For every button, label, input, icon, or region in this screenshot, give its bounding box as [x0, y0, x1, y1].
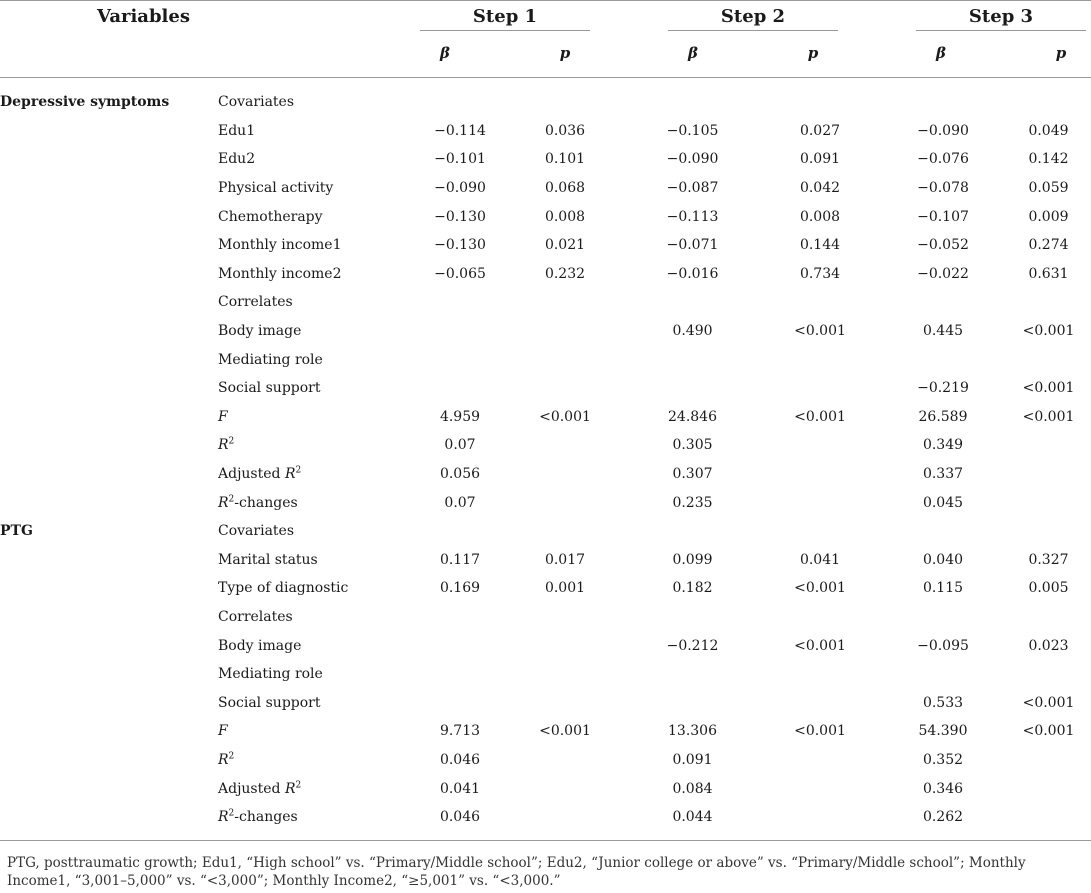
cell-step2-beta — [625, 660, 760, 689]
cell-step1-p — [505, 603, 625, 632]
table-row — [0, 231, 1091, 260]
cell-step2-p — [760, 460, 880, 489]
table-row — [0, 803, 1091, 832]
cell-step3-p — [1006, 803, 1091, 832]
row-group-label — [0, 746, 218, 775]
header-bottom-rule — [0, 77, 1091, 78]
cell-step2-beta — [625, 288, 760, 317]
row-label: Social support — [218, 380, 321, 397]
cell-step2-p — [760, 803, 880, 832]
cell-step3-beta: 0.346 — [922, 780, 964, 797]
header-step-3: Step 3 — [968, 6, 1034, 27]
cell-step1-p — [505, 660, 625, 689]
header-step-1: Step 1 — [472, 6, 538, 27]
cell-step1-p: 0.036 — [544, 122, 586, 139]
cell-step3-beta: 0.352 — [922, 751, 964, 768]
table-row — [0, 460, 1091, 489]
cell-step3-beta: −0.095 — [917, 637, 969, 654]
cell-step3-beta: 0.040 — [922, 551, 964, 568]
cell-step1-beta — [415, 374, 505, 403]
row-group-label — [0, 231, 218, 260]
cell-step2-beta: 0.182 — [672, 580, 713, 597]
table-row — [0, 345, 1091, 374]
cell-step2-p — [760, 88, 880, 117]
subheader-beta-1: β — [440, 44, 450, 62]
cell-step2-beta: 0.307 — [672, 466, 713, 483]
step-2-rule — [668, 30, 838, 31]
cell-step3-p: 0.274 — [1028, 237, 1069, 254]
cell-step1-p: <0.001 — [539, 723, 591, 740]
cell-step1-p: 0.017 — [544, 551, 586, 568]
cell-step2-beta: −0.113 — [666, 208, 719, 225]
row-label: Correlates — [218, 294, 293, 311]
row-label: Covariates — [218, 523, 295, 540]
cell-step1-p — [505, 774, 625, 803]
cell-step1-beta: 0.07 — [444, 494, 476, 511]
row-group-label — [0, 403, 218, 432]
header-step-2: Step 2 — [720, 6, 786, 27]
cell-step3-p: <0.001 — [1022, 323, 1075, 340]
cell-step3-p: 0.142 — [1028, 151, 1069, 168]
cell-step3-beta: −0.078 — [917, 180, 969, 197]
row-group-label — [0, 460, 218, 489]
step-3-rule — [916, 30, 1086, 31]
cell-step1-beta — [415, 345, 505, 374]
cell-step1-beta: −0.101 — [434, 151, 486, 168]
cell-step2-p — [760, 288, 880, 317]
row-label: $R^2$ — [218, 751, 235, 768]
cell-step2-p: <0.001 — [794, 408, 846, 425]
cell-step1-beta: 0.117 — [439, 551, 481, 568]
table-footnote: PTG, posttraumatic growth; Edu1, “High school” vs. “Primary/Middle school”; Edu2, “Junior college or above” vs. “Primary/Middle school”; Monthly Income1, “3,001–5,000” vs. “<3,000”; Monthly Income2, “≥5,001” vs. “<3,000.” — [7, 855, 1026, 889]
cell-step1-p — [505, 803, 625, 832]
row-label: Monthly income2 — [218, 265, 342, 282]
row-label: $R^2$-changes — [218, 493, 298, 511]
cell-step1-beta — [415, 317, 505, 346]
cell-step1-beta — [415, 660, 505, 689]
table-row — [0, 517, 1091, 546]
cell-step3-p — [1006, 88, 1091, 117]
cell-step1-beta: 0.046 — [439, 809, 481, 826]
cell-step3-p: <0.001 — [1022, 723, 1075, 740]
cell-step1-beta: 0.07 — [444, 437, 476, 454]
subheader-p-1: p — [559, 44, 571, 62]
subheader-beta-2: β — [688, 44, 698, 62]
table-row — [0, 660, 1091, 689]
row-group-label — [0, 546, 218, 575]
cell-step2-beta: −0.105 — [666, 122, 719, 139]
cell-step3-p: <0.001 — [1022, 408, 1075, 425]
cell-step1-beta: −0.065 — [434, 265, 486, 282]
table-row — [0, 374, 1091, 403]
cell-step2-beta — [625, 688, 760, 717]
cell-step1-beta — [415, 88, 505, 117]
row-group-label — [0, 288, 218, 317]
cell-step1-beta: −0.090 — [434, 180, 486, 197]
cell-step1-p — [505, 288, 625, 317]
cell-step1-p: 0.101 — [544, 151, 586, 168]
table-row — [0, 174, 1091, 203]
cell-step2-beta: 0.490 — [672, 323, 713, 340]
subheader-p-3: p — [1055, 44, 1067, 62]
cell-step2-beta: 24.846 — [668, 408, 717, 425]
cell-step3-p — [1006, 460, 1091, 489]
row-group-label — [0, 431, 218, 460]
cell-step2-p — [760, 517, 880, 546]
cell-step3-p — [1006, 603, 1091, 632]
cell-step3-beta — [880, 345, 1006, 374]
subheader-p-2: p — [807, 44, 819, 62]
cell-step2-p — [760, 688, 880, 717]
cell-step1-beta: 0.056 — [439, 466, 481, 483]
row-label: $R^2$ — [218, 436, 235, 454]
cell-step2-p: 0.734 — [799, 265, 841, 282]
cell-step3-beta: 0.445 — [922, 323, 964, 340]
cell-step3-beta: −0.219 — [917, 380, 969, 397]
cell-step1-p — [505, 460, 625, 489]
cell-step2-beta — [625, 374, 760, 403]
cell-step3-beta: −0.107 — [917, 208, 969, 225]
cell-step2-p — [760, 488, 880, 517]
cell-step2-p: 0.027 — [799, 122, 841, 139]
cell-step2-p — [760, 774, 880, 803]
table-row — [0, 88, 1091, 117]
table-row — [0, 488, 1091, 517]
subheader-beta-3: β — [936, 44, 946, 62]
cell-step3-p — [1006, 431, 1091, 460]
table-row — [0, 631, 1091, 660]
cell-step1-p: 0.068 — [544, 180, 586, 197]
cell-step3-beta: −0.052 — [917, 237, 969, 254]
table-row — [0, 431, 1091, 460]
table-row — [0, 317, 1091, 346]
row-label: Correlates — [218, 608, 293, 625]
cell-step2-p — [760, 660, 880, 689]
row-label: Adjusted $R^2$ — [218, 779, 302, 797]
cell-step3-beta: 54.390 — [918, 723, 968, 740]
cell-step1-beta: −0.130 — [434, 208, 486, 225]
cell-step2-p: 0.144 — [799, 237, 841, 254]
cell-step1-beta: −0.114 — [434, 122, 486, 139]
cell-step2-beta — [625, 603, 760, 632]
table-row — [0, 546, 1091, 575]
cell-step2-p: 0.091 — [799, 151, 841, 168]
cell-step1-p — [505, 431, 625, 460]
cell-step1-p — [505, 517, 625, 546]
cell-step1-beta — [415, 688, 505, 717]
cell-step3-p — [1006, 288, 1091, 317]
row-group-label — [0, 774, 218, 803]
cell-step1-p — [505, 746, 625, 775]
cell-step3-beta: −0.090 — [917, 122, 969, 139]
cell-step2-p: 0.041 — [799, 551, 841, 568]
row-group-label — [0, 345, 218, 374]
cell-step2-p — [760, 345, 880, 374]
cell-step2-p: <0.001 — [794, 723, 846, 740]
cell-step1-beta — [415, 603, 505, 632]
cell-step1-p: 0.008 — [544, 208, 586, 225]
cell-step1-p: <0.001 — [539, 408, 591, 425]
cell-step3-p — [1006, 345, 1091, 374]
table-row — [0, 403, 1091, 432]
row-group-label — [0, 260, 218, 289]
row-group-label — [0, 117, 218, 146]
cell-step1-p: 0.001 — [544, 580, 586, 597]
cell-step2-beta: 0.305 — [672, 437, 713, 454]
table-row — [0, 717, 1091, 746]
row-group-label — [0, 803, 218, 832]
cell-step2-p — [760, 603, 880, 632]
cell-step1-beta: 0.169 — [439, 580, 481, 597]
cell-step3-beta: 0.349 — [922, 437, 964, 454]
cell-step3-beta — [880, 88, 1006, 117]
row-label: Physical activity — [218, 180, 334, 197]
table-row — [0, 117, 1091, 146]
row-group-label — [0, 574, 218, 603]
top-rule — [0, 0, 1091, 1]
row-label: Mediating role — [218, 351, 323, 368]
cell-step3-beta: 0.337 — [922, 466, 964, 483]
row-group-label — [0, 374, 218, 403]
table-row — [0, 202, 1091, 231]
cell-step3-beta — [880, 660, 1006, 689]
row-label: Edu1 — [218, 122, 256, 139]
cell-step3-beta — [880, 517, 1006, 546]
table-row — [0, 746, 1091, 775]
row-label: Covariates — [218, 94, 295, 111]
cell-step2-beta: −0.212 — [666, 637, 719, 654]
row-group-label — [0, 202, 218, 231]
cell-step3-beta: 0.533 — [922, 694, 964, 711]
row-group-label — [0, 660, 218, 689]
cell-step3-beta: 0.045 — [922, 494, 964, 511]
cell-step1-beta: 0.046 — [439, 751, 481, 768]
row-label: Marital status — [218, 551, 318, 568]
regression-table — [0, 88, 1091, 831]
cell-step2-beta — [625, 88, 760, 117]
cell-step2-p — [760, 746, 880, 775]
cell-step1-beta: 9.713 — [439, 723, 481, 740]
cell-step2-beta — [625, 517, 760, 546]
cell-step2-beta: 0.084 — [672, 780, 713, 797]
cell-step2-beta: 0.091 — [672, 751, 713, 768]
row-label: Chemotherapy — [218, 208, 323, 225]
cell-step3-beta: 0.115 — [922, 580, 964, 597]
cell-step3-beta — [880, 603, 1006, 632]
row-label: Body image — [218, 637, 302, 654]
cell-step1-beta — [415, 288, 505, 317]
cell-step3-p — [1006, 517, 1091, 546]
row-group-label: PTG — [0, 523, 33, 540]
row-group-label — [0, 488, 218, 517]
row-label: Mediating role — [218, 666, 323, 683]
row-group-label — [0, 174, 218, 203]
cell-step2-p — [760, 374, 880, 403]
table-row — [0, 288, 1091, 317]
cell-step3-p: 0.327 — [1028, 551, 1069, 568]
cell-step1-beta: 0.041 — [439, 780, 481, 797]
cell-step2-beta: −0.071 — [666, 237, 719, 254]
cell-step3-p: 0.023 — [1028, 637, 1069, 654]
row-label: F — [218, 723, 228, 740]
header-variables: Variables — [97, 6, 190, 27]
cell-step3-p: 0.631 — [1028, 265, 1069, 282]
row-label: Adjusted $R^2$ — [218, 465, 302, 483]
cell-step3-p — [1006, 660, 1091, 689]
cell-step3-p: 0.049 — [1028, 122, 1069, 139]
cell-step2-beta: 0.235 — [672, 494, 713, 511]
cell-step1-p — [505, 317, 625, 346]
cell-step2-p: <0.001 — [794, 323, 846, 340]
row-label: Monthly income1 — [218, 237, 342, 254]
row-group-label — [0, 145, 218, 174]
cell-step3-beta: −0.076 — [917, 151, 969, 168]
step-1-rule — [420, 30, 590, 31]
cell-step3-beta: −0.022 — [917, 265, 969, 282]
cell-step2-p: <0.001 — [794, 637, 846, 654]
cell-step2-p: <0.001 — [794, 580, 846, 597]
cell-step2-beta — [625, 345, 760, 374]
cell-step2-beta: −0.016 — [666, 265, 719, 282]
table-row — [0, 574, 1091, 603]
cell-step3-p — [1006, 774, 1091, 803]
table-row — [0, 145, 1091, 174]
cell-step1-p: 0.021 — [544, 237, 586, 254]
cell-step1-beta — [415, 517, 505, 546]
cell-step2-beta: −0.090 — [666, 151, 719, 168]
cell-step1-p — [505, 631, 625, 660]
row-group-label: Depressive symptoms — [0, 94, 170, 111]
cell-step3-p: 0.009 — [1028, 208, 1069, 225]
cell-step3-p: <0.001 — [1022, 694, 1075, 711]
row-group-label — [0, 603, 218, 632]
cell-step3-p: <0.001 — [1022, 380, 1075, 397]
cell-step2-p: 0.042 — [799, 180, 841, 197]
row-group-label — [0, 688, 218, 717]
table-row — [0, 603, 1091, 632]
table-row — [0, 260, 1091, 289]
cell-step2-beta: 0.044 — [672, 809, 713, 826]
cell-step3-p — [1006, 746, 1091, 775]
bottom-rule — [0, 840, 1091, 841]
cell-step1-p — [505, 688, 625, 717]
cell-step3-p: 0.005 — [1028, 580, 1069, 597]
row-group-label — [0, 317, 218, 346]
row-label: Social support — [218, 694, 321, 711]
cell-step3-beta — [880, 288, 1006, 317]
row-label: $R^2$-changes — [218, 808, 298, 826]
table-row — [0, 688, 1091, 717]
cell-step2-p: 0.008 — [799, 208, 841, 225]
cell-step2-beta: 13.306 — [668, 723, 717, 740]
cell-step1-p — [505, 488, 625, 517]
cell-step3-p — [1006, 488, 1091, 517]
row-group-label — [0, 717, 218, 746]
row-label: Body image — [218, 323, 302, 340]
table-row — [0, 774, 1091, 803]
table-body — [0, 88, 1091, 831]
cell-step1-beta — [415, 631, 505, 660]
row-label: F — [218, 408, 228, 425]
cell-step2-p — [760, 431, 880, 460]
cell-step2-beta: 0.099 — [672, 551, 713, 568]
cell-step1-beta: −0.130 — [434, 237, 486, 254]
cell-step1-p: 0.232 — [544, 265, 586, 282]
cell-step1-p — [505, 88, 625, 117]
row-label: Edu2 — [218, 151, 256, 168]
cell-step3-beta: 0.262 — [922, 809, 964, 826]
cell-step2-beta: −0.087 — [666, 180, 719, 197]
cell-step1-beta: 4.959 — [439, 408, 481, 425]
cell-step3-beta: 26.589 — [918, 408, 968, 425]
row-label: Type of diagnostic — [218, 580, 349, 597]
cell-step1-p — [505, 345, 625, 374]
cell-step1-p — [505, 374, 625, 403]
cell-step3-p: 0.059 — [1028, 180, 1069, 197]
row-group-label — [0, 631, 218, 660]
